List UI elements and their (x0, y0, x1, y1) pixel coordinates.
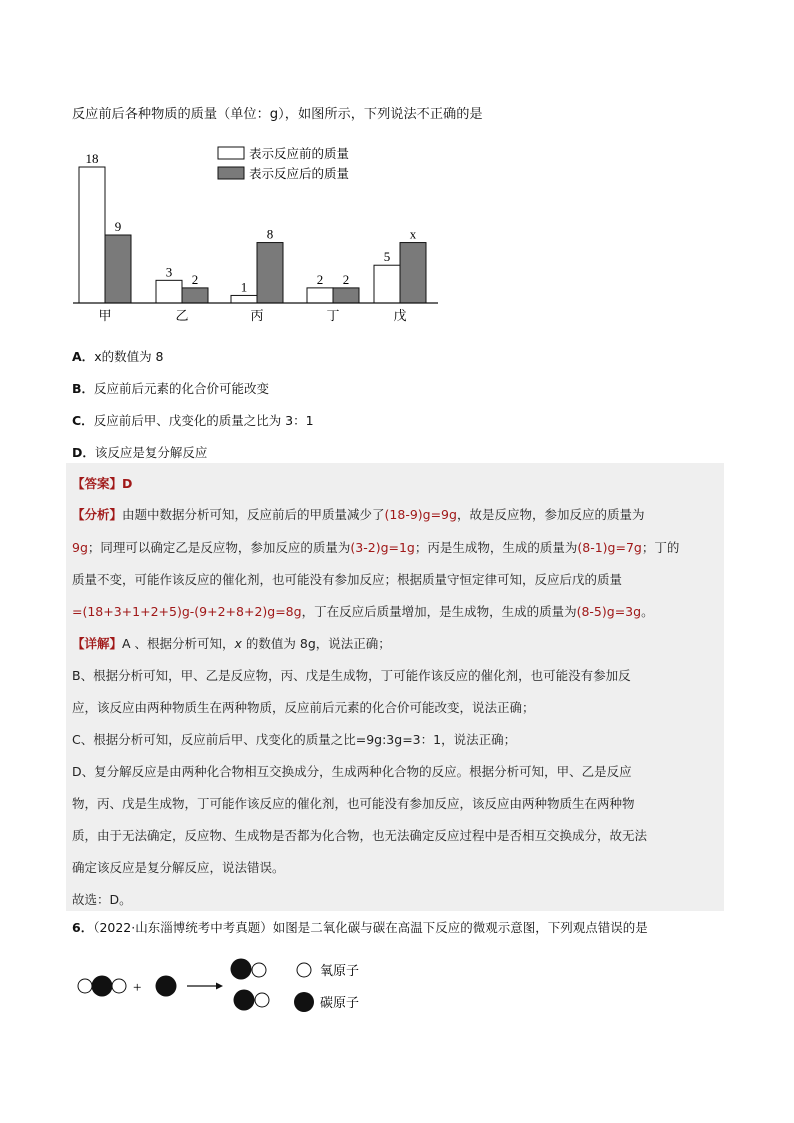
oxygen-legend-label: 氧原子 (320, 964, 360, 979)
analysis-formula: (3-2)g=1g (350, 540, 415, 555)
co2-molecule (78, 976, 126, 997)
bar-before-2 (231, 295, 257, 303)
bar-after-4 (400, 243, 426, 303)
data-label-before-1: 3 (165, 264, 173, 280)
analysis-text: 由题中数据分析可知，反应前后的甲质量减少了 (122, 507, 385, 522)
carbon-legend-label: 碳原子 (320, 996, 360, 1011)
category-label-4: 戊 (393, 309, 407, 324)
option-d (72, 443, 207, 461)
bar-after-2 (257, 243, 283, 303)
option-a-label: A． (72, 349, 95, 364)
co-molecule (231, 959, 267, 980)
analysis-text: ，丁在反应后质量增加，是生成物，生成的质量为 (301, 604, 577, 619)
question-6 (72, 918, 648, 936)
question-text: 如图是二氧化碳与碳在高温下反应的微观示意图，下列观点错误的是 (272, 920, 648, 935)
bar-after-0 (105, 235, 131, 303)
data-label-before-3: 2 (316, 271, 324, 287)
analysis-tag: 【分析】 (72, 507, 123, 522)
analysis-formula: (8-5)g=3g (576, 604, 642, 619)
question-number: 6． (72, 920, 94, 935)
analysis-line-3: 质量不变，可能作该反应的催化剂，也可能没有参加反应；根据质量守恒定律可知，反应后戊的质量 (72, 572, 623, 587)
detail-line-b2: 应，该反应由两种物质生在两种物质，反应前后元素的化合价可能改变，说法正确； (72, 700, 535, 715)
analysis-formula: 9g (72, 540, 88, 555)
plus-sign: + (133, 980, 142, 996)
bar-after-1 (182, 288, 208, 303)
analysis-text: 。 (641, 604, 654, 619)
detail-line-a (72, 634, 391, 652)
analysis-text: ，故是反应物，参加反应的质量为 (456, 507, 645, 522)
option-c (72, 411, 314, 429)
option-b-label: B． (72, 381, 95, 396)
option-c-label: C． (72, 413, 94, 428)
data-label-after-3: 2 (342, 271, 350, 287)
analysis-text: ；丙是生成物，生成的质量为 (414, 540, 578, 555)
data-label-before-0: 18 (85, 151, 99, 166)
question-stem: 反应前后各种物质的质量（单位：g），如图所示，下列说法不正确的是 (72, 107, 483, 122)
analysis-line-4 (72, 602, 654, 620)
option-a (72, 347, 164, 365)
option-a-text: x的数值为 8 (94, 349, 164, 364)
detail-text: A 、根据分析可知， (122, 636, 235, 651)
analysis-formula: =(18+3+1+2+5)g-(9+2+8+2)g=8g (72, 604, 302, 619)
analysis-text: ；丁的 (641, 540, 680, 555)
detail-line-d4: 确定该反应是复分解反应，说法错误。 (72, 860, 285, 875)
carbon-atom (231, 959, 252, 980)
mass-bar-chart (68, 140, 448, 330)
analysis-line-1 (72, 505, 644, 523)
chart-legend (218, 146, 349, 181)
analysis-line-2 (72, 538, 679, 556)
legend-label-after: 表示反应后的质量 (249, 166, 350, 181)
detail-variable: x (234, 636, 242, 651)
co-molecule (234, 990, 270, 1011)
detail-line-d3: 质，由于无法确定，反应物、生成物是否都为化合物，也无法确定反应过程中是否相互交换成分，故无法 (72, 828, 648, 843)
oxygen-atom (112, 979, 126, 993)
bar-after-3 (333, 288, 359, 303)
carbon-atom (234, 990, 255, 1011)
conclusion-line: 故选：D。 (72, 892, 132, 907)
detail-line-c: C、根据分析可知，反应前后甲、戊变化的质量之比=9g:3g=3：1，说法正确； (72, 732, 517, 747)
legend-swatch-before (218, 147, 244, 159)
data-label-before-2: 1 (240, 279, 248, 295)
option-d-label: D． (72, 445, 95, 460)
answer-line (72, 474, 132, 492)
detail-tag: 【详解】 (72, 636, 123, 651)
question-source: （2022·山东淄博统考中考真题） (93, 920, 273, 935)
option-d-text: 该反应是复分解反应 (94, 445, 208, 460)
oxygen-atom (255, 993, 269, 1007)
data-label-before-4: 5 (383, 249, 391, 265)
detail-text: 的数值为 8g，说法正确； (241, 636, 391, 651)
oxygen-atom (78, 979, 92, 993)
analysis-formula: (8-1)g=7g (577, 540, 642, 555)
data-label-after-1: 2 (191, 271, 199, 287)
diagram-legend (294, 963, 359, 1012)
category-label-0: 甲 (98, 309, 112, 324)
reaction-arrow (187, 983, 223, 990)
data-label-after-0: 9 (114, 219, 122, 234)
option-b (72, 379, 269, 397)
detail-line-d2: 物，丙、戊是生成物，丁可能作该反应的催化剂，也可能没有参加反应，该反应由两种物质生在两种物 (72, 796, 635, 811)
analysis-text: ；同理可以确定乙是反应物，参加反应的质量为 (87, 540, 351, 555)
legend-label-before: 表示反应前的质量 (249, 146, 350, 161)
option-b-text: 反应前后元素的化合价可能改变 (94, 381, 270, 396)
bar-before-1 (156, 280, 182, 303)
data-label-after-4: x (409, 226, 417, 242)
category-label-1: 乙 (175, 309, 189, 324)
bar-before-0 (79, 167, 105, 303)
oxygen-legend-icon (297, 963, 311, 977)
legend-swatch-after (218, 167, 244, 179)
carbon-atom (156, 976, 177, 997)
answer-tag: 【答案】 (72, 476, 123, 491)
bar-before-3 (307, 288, 333, 303)
oxygen-atom (252, 963, 266, 977)
molecule-diagram (70, 955, 390, 1020)
detail-line-d1: D、复分解反应是由两种化合物相互交换成分，生成两种化合物的反应。根据分析可知，甲、乙是反应 (72, 764, 632, 779)
carbon-atom (92, 976, 113, 997)
category-label-3: 丁 (326, 309, 340, 324)
detail-line-b1: B、根据分析可知，甲、乙是反应物，丙、戊是生成物，丁可能作该反应的催化剂，也可能没有参加反 (72, 668, 631, 683)
bar-before-4 (374, 265, 400, 303)
category-label-2: 丙 (250, 309, 264, 324)
carbon-legend-icon (294, 992, 314, 1012)
data-label-after-2: 8 (266, 226, 274, 242)
answer-value: D (122, 476, 133, 491)
analysis-formula: (18-9)g=9g (384, 507, 457, 522)
option-c-text: 反应前后甲、戊变化的质量之比为 3：1 (93, 413, 314, 428)
